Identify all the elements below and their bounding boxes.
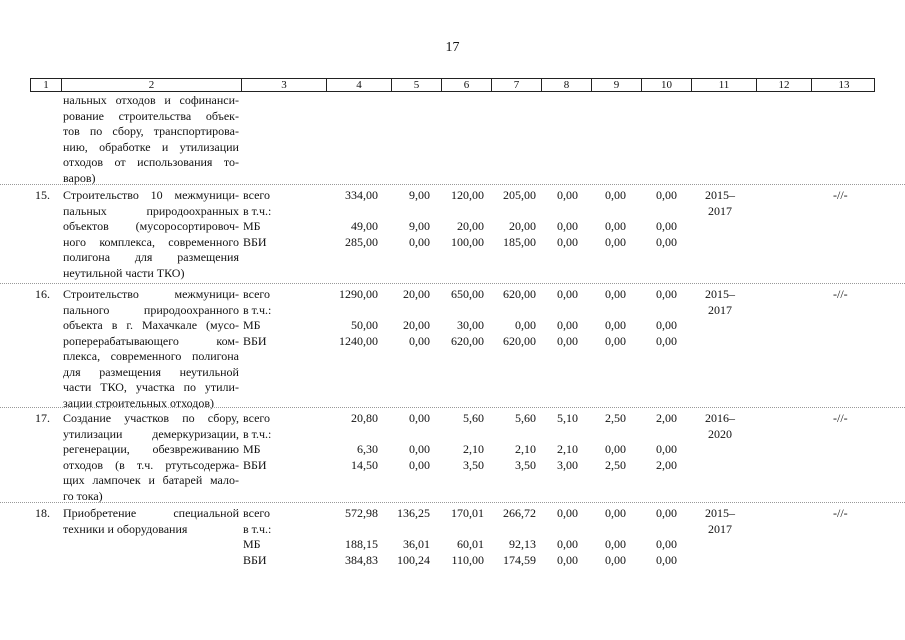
col-10-values-line: 0,00 xyxy=(656,333,677,348)
col-10-values-line: 2,00 xyxy=(656,411,677,425)
col-8-values-line: 0,00 xyxy=(557,188,578,202)
col-8-values-line: 0,00 xyxy=(557,333,578,348)
col-9-values-line: 2,50 xyxy=(605,457,626,472)
col-4-values-line: 20,80 xyxy=(351,411,378,425)
col-6-values-line: 20,00 xyxy=(457,219,484,233)
period xyxy=(695,411,745,442)
description-line: плекса, современного полигона xyxy=(63,349,239,363)
row-description xyxy=(63,188,239,281)
col-9-values-line: 0,00 xyxy=(605,234,626,249)
funding-source xyxy=(243,188,303,250)
col-4-values-line: 1240,00 xyxy=(339,333,378,348)
description-line: тов по сбору, транспортирова- xyxy=(63,124,239,138)
col-9-values-line: 0,00 xyxy=(605,442,626,456)
header-col-6: 6 xyxy=(441,79,491,91)
col-9-values-line: 0,00 xyxy=(605,537,626,551)
description-line: отходов (в т.ч. ртутьсодержа- xyxy=(63,457,239,472)
col-8-values-line: 0,00 xyxy=(557,287,578,301)
header-col-2: 2 xyxy=(61,79,241,91)
table-row xyxy=(0,184,905,280)
col-9-values-line: 0,00 xyxy=(605,188,626,202)
funding-source-line: ВБИ xyxy=(243,333,267,348)
table-row xyxy=(0,502,905,567)
col-4-values-line xyxy=(310,204,378,220)
col-4-values-line: 49,00 xyxy=(351,219,378,233)
header-col-9: 9 xyxy=(591,79,641,91)
description-line: рование строительства объек- xyxy=(63,108,239,123)
table-header xyxy=(30,78,875,92)
col-4-values xyxy=(310,188,378,250)
header-col-11: 11 xyxy=(691,79,756,91)
col-9-values-line xyxy=(584,303,626,319)
col-10-values-line xyxy=(635,204,677,220)
col-4-values xyxy=(310,411,378,473)
col-10-values xyxy=(635,287,677,349)
description-line: техники и оборудования xyxy=(63,521,188,536)
col-6-values xyxy=(432,506,484,568)
col-8-values-line: 0,00 xyxy=(557,234,578,249)
col-4-values-line: 384,83 xyxy=(345,552,378,567)
col-6-values xyxy=(432,287,484,349)
col-6-values-line: 170,01 xyxy=(451,506,484,520)
page-number: 17 xyxy=(445,40,460,55)
col-9-values-line xyxy=(584,522,626,538)
row-description xyxy=(63,93,239,186)
col-10-values xyxy=(635,411,677,473)
col-7-values xyxy=(484,188,536,250)
funding-source-line: МБ xyxy=(243,219,261,233)
col-5-values-line: 0,00 xyxy=(409,234,430,249)
col-7-values-line xyxy=(484,427,536,443)
col-10-values-line: 0,00 xyxy=(656,506,677,520)
period-line: 2020 xyxy=(708,426,732,441)
description-line: для размещения неутильной xyxy=(63,364,239,379)
col-9-values-line: 0,00 xyxy=(605,506,626,520)
col-10-values-line xyxy=(635,427,677,443)
col-7-values-line: 0,00 xyxy=(515,318,536,332)
col-8-values xyxy=(536,188,578,250)
row-description xyxy=(63,411,239,504)
col-8-values xyxy=(536,506,578,568)
period-line: 2015– xyxy=(705,188,735,202)
col-5-values-line xyxy=(380,427,430,443)
description-line: неутильной части ТКО) xyxy=(63,265,185,280)
col-5-values-line: 0,00 xyxy=(409,411,430,425)
col-4-values-line xyxy=(310,303,378,319)
col-6-values-line xyxy=(432,303,484,319)
col-7-values-line xyxy=(484,303,536,319)
col-10-values-line xyxy=(635,303,677,319)
col-4-values-line: 14,50 xyxy=(351,457,378,472)
col-5-values-line xyxy=(380,303,430,319)
col-10-values-line: 0,00 xyxy=(656,287,677,301)
col-13-value: -//- xyxy=(833,188,848,202)
funding-source-line: МБ xyxy=(243,318,261,332)
col-10-values-line: 0,00 xyxy=(656,188,677,202)
funding-source xyxy=(243,411,303,473)
funding-source-line: МБ xyxy=(243,537,261,551)
col-6-values-line: 2,10 xyxy=(463,442,484,456)
col-5-values-line: 36,01 xyxy=(403,537,430,551)
col-6-values-line xyxy=(432,522,484,538)
col-4-values-line: 1290,00 xyxy=(339,287,378,301)
col-7-values xyxy=(484,506,536,568)
col-10-values-line: 0,00 xyxy=(656,442,677,456)
col-6-values xyxy=(432,188,484,250)
table-row xyxy=(0,283,905,410)
row-number: 17. xyxy=(35,411,50,425)
col-8-values xyxy=(536,287,578,349)
header-col-13: 13 xyxy=(811,79,876,91)
col-8-values-line: 0,00 xyxy=(557,219,578,233)
description-line: зации строительных отходов) xyxy=(63,395,215,410)
col-10-values-line: 0,00 xyxy=(656,318,677,332)
col-6-values-line: 5,60 xyxy=(463,411,484,425)
period-line: 2015– xyxy=(705,287,735,301)
col-9-values-line: 0,00 xyxy=(605,318,626,332)
header-col-4: 4 xyxy=(326,79,391,91)
description-line: нию, обработке и утилизации xyxy=(63,139,239,154)
col-5-values-line: 0,00 xyxy=(409,457,430,472)
row-number: 15. xyxy=(35,188,50,202)
header-col-3: 3 xyxy=(241,79,326,91)
col-4-values-line: 188,15 xyxy=(345,537,378,551)
header-col-10: 10 xyxy=(641,79,691,91)
col-4-values-line: 50,00 xyxy=(351,318,378,332)
description-line: щих лампочек и батарей мало- xyxy=(63,473,239,487)
period-line: 2015– xyxy=(705,506,735,520)
col-10-values-line: 0,00 xyxy=(656,234,677,249)
period xyxy=(695,287,745,318)
col-5-values-line xyxy=(380,204,430,220)
header-col-5: 5 xyxy=(391,79,441,91)
col-6-values xyxy=(432,411,484,473)
col-8-values-line: 2,10 xyxy=(557,442,578,456)
col-5-values-line: 20,00 xyxy=(403,287,430,301)
col-8-values xyxy=(536,411,578,473)
col-8-values-line xyxy=(536,427,578,443)
description-line: объектов (мусоросортировоч- xyxy=(63,219,239,233)
col-10-values-line: 0,00 xyxy=(656,552,677,567)
col-4-values-line xyxy=(310,427,378,443)
col-4-values xyxy=(310,287,378,349)
col-5-values xyxy=(380,411,430,473)
funding-source-line: в т.ч.: xyxy=(243,521,272,536)
col-8-values-line: 5,10 xyxy=(557,411,578,425)
period-line: 2017 xyxy=(708,203,732,218)
funding-source-line: всего xyxy=(243,506,271,520)
col-6-values-line: 110,00 xyxy=(451,552,484,567)
col-10-values-line: 2,00 xyxy=(656,457,677,472)
period xyxy=(695,506,745,537)
col-8-values-line: 0,00 xyxy=(557,318,578,332)
description-line: пальных природоохранных xyxy=(63,203,239,218)
period xyxy=(695,188,745,219)
funding-source xyxy=(243,506,303,568)
col-9-values xyxy=(584,188,626,250)
col-9-values-line: 0,00 xyxy=(605,219,626,233)
description-line: полигона для размещения xyxy=(63,250,239,264)
col-10-values xyxy=(635,188,677,250)
row-number: 16. xyxy=(35,287,50,301)
col-5-values-line: 9,00 xyxy=(409,188,430,202)
col-5-values xyxy=(380,287,430,349)
period-line: 2017 xyxy=(708,521,732,536)
col-6-values-line xyxy=(432,427,484,443)
funding-source-line: ВБИ xyxy=(243,552,267,567)
description-line: ного комплекса, современного xyxy=(63,234,239,249)
header-col-12: 12 xyxy=(756,79,811,91)
funding-source-line: всего xyxy=(243,411,271,425)
funding-source xyxy=(243,287,303,349)
col-7-values-line: 174,59 xyxy=(503,552,536,567)
col-7-values-line: 5,60 xyxy=(515,411,536,425)
col-5-values-line xyxy=(380,522,430,538)
description-line: объекта в г. Махачкале (мусо- xyxy=(63,318,239,332)
col-10-values xyxy=(635,506,677,568)
col-7-values-line xyxy=(484,522,536,538)
description-line: регенерации, обезвреживанию xyxy=(63,442,239,456)
description-line: Создание участков по сбору, xyxy=(63,411,239,425)
col-9-values-line: 0,00 xyxy=(605,333,626,348)
col-8-values-line xyxy=(536,204,578,220)
description-line: части ТКО, участка по утили- xyxy=(63,380,239,394)
description-line: пального природоохранного xyxy=(63,302,239,317)
col-4-values xyxy=(310,506,378,568)
funding-source-line: ВБИ xyxy=(243,234,267,249)
col-5-values-line: 20,00 xyxy=(403,318,430,332)
col-10-values-line: 0,00 xyxy=(656,537,677,551)
col-5-values-line: 9,00 xyxy=(409,219,430,233)
row-description xyxy=(63,506,239,537)
description-line: го тока) xyxy=(63,488,103,503)
col-6-values-line xyxy=(432,204,484,220)
col-8-values-line: 0,00 xyxy=(557,537,578,551)
col-4-values-line: 334,00 xyxy=(345,188,378,202)
funding-source-line: всего xyxy=(243,188,271,202)
col-6-values-line: 100,00 xyxy=(451,234,484,249)
description-line: Строительство межмуници- xyxy=(63,287,239,301)
col-6-values-line: 120,00 xyxy=(451,188,484,202)
header-col-8: 8 xyxy=(541,79,591,91)
funding-source-line: в т.ч.: xyxy=(243,426,272,441)
funding-source-line: в т.ч.: xyxy=(243,302,272,317)
col-7-values-line: 185,00 xyxy=(503,234,536,249)
col-6-values-line: 650,00 xyxy=(451,287,484,301)
col-5-values xyxy=(380,188,430,250)
col-5-values-line: 136,25 xyxy=(397,506,430,520)
col-4-values-line xyxy=(310,522,378,538)
col-7-values-line: 620,00 xyxy=(503,333,536,348)
description-line: нальных отходов и софинанси- xyxy=(63,93,239,107)
col-8-values-line: 0,00 xyxy=(557,506,578,520)
description-line: Строительство 10 межмуници- xyxy=(63,188,239,202)
col-7-values-line: 92,13 xyxy=(509,537,536,551)
row-description xyxy=(63,287,239,411)
col-9-values xyxy=(584,411,626,473)
description-line: роперерабатывающего ком- xyxy=(63,333,239,348)
col-6-values-line: 60,01 xyxy=(457,537,484,551)
header-col-1: 1 xyxy=(43,79,49,91)
period-line: 2016– xyxy=(705,411,735,425)
col-10-values-line xyxy=(635,522,677,538)
col-5-values-line: 0,00 xyxy=(409,333,430,348)
funding-source-line: ВБИ xyxy=(243,457,267,472)
col-7-values-line: 266,72 xyxy=(503,506,536,520)
description-line: варов) xyxy=(63,170,96,185)
col-13-value: -//- xyxy=(833,287,848,301)
col-6-values-line: 620,00 xyxy=(451,333,484,348)
col-8-values-line: 0,00 xyxy=(557,552,578,567)
col-6-values-line: 30,00 xyxy=(457,318,484,332)
col-5-values xyxy=(380,506,430,568)
description-line: Приобретение специальной xyxy=(63,506,239,520)
description-line: отходов от использования то- xyxy=(63,155,239,169)
col-4-values-line: 6,30 xyxy=(357,442,378,456)
col-10-values-line: 0,00 xyxy=(656,219,677,233)
col-7-values xyxy=(484,287,536,349)
period-line: 2017 xyxy=(708,302,732,317)
header-col-7: 7 xyxy=(491,79,541,91)
col-7-values xyxy=(484,411,536,473)
col-8-values-line xyxy=(536,303,578,319)
funding-source-line: МБ xyxy=(243,442,261,456)
col-4-values-line: 572,98 xyxy=(345,506,378,520)
col-9-values-line: 0,00 xyxy=(605,287,626,301)
funding-source-line: всего xyxy=(243,287,271,301)
funding-source-line: в т.ч.: xyxy=(243,203,272,218)
col-4-values-line: 285,00 xyxy=(345,234,378,249)
table-row xyxy=(0,407,905,503)
col-13-value: -//- xyxy=(833,506,848,520)
col-9-values xyxy=(584,287,626,349)
col-13-value: -//- xyxy=(833,411,848,425)
col-6-values-line: 3,50 xyxy=(463,457,484,472)
description-line: утилизации демеркуризации, xyxy=(63,426,239,441)
row-number: 18. xyxy=(35,506,50,520)
col-9-values-line xyxy=(584,427,626,443)
col-7-values-line: 205,00 xyxy=(503,188,536,202)
col-9-values xyxy=(584,506,626,568)
col-9-values-line xyxy=(584,204,626,220)
col-8-values-line: 3,00 xyxy=(557,457,578,472)
col-9-values-line: 0,00 xyxy=(605,552,626,567)
col-7-values-line: 620,00 xyxy=(503,287,536,301)
col-7-values-line: 20,00 xyxy=(509,219,536,233)
col-7-values-line xyxy=(484,204,536,220)
col-5-values-line: 100,24 xyxy=(397,552,430,567)
col-9-values-line: 2,50 xyxy=(605,411,626,425)
col-7-values-line: 2,10 xyxy=(515,442,536,456)
col-7-values-line: 3,50 xyxy=(515,457,536,472)
col-8-values-line xyxy=(536,522,578,538)
col-5-values-line: 0,00 xyxy=(409,442,430,456)
